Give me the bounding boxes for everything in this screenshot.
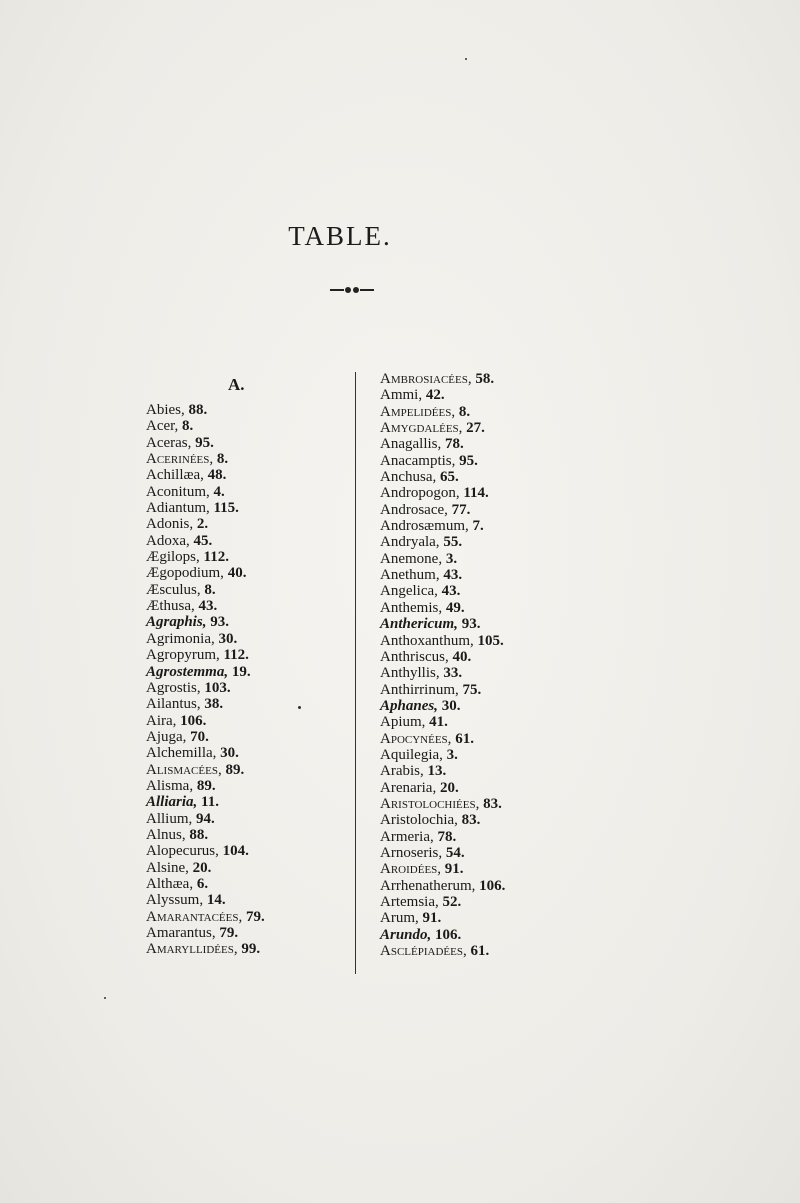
- index-entry: [146, 647, 346, 663]
- index-entry: [380, 812, 600, 828]
- section-letter: A.: [228, 375, 245, 394]
- ink-speck: [104, 997, 106, 999]
- entry-page: 8.: [204, 581, 216, 598]
- entry-name: Aristolochia,: [380, 812, 458, 829]
- entry-name: Anacamptis,: [380, 452, 456, 469]
- entry-name: Aconitum,: [146, 483, 210, 500]
- entry-name: Alismacées,: [146, 761, 222, 778]
- entry-page: 106.: [180, 712, 207, 729]
- entry-name: Acer,: [146, 418, 179, 435]
- ink-speck: [465, 58, 467, 60]
- entry-name: Adonis,: [146, 516, 194, 533]
- index-entry: [380, 616, 600, 632]
- entry-name: Ægilops,: [146, 549, 200, 566]
- entry-page: 91.: [444, 861, 464, 878]
- entry-name: Alisma,: [146, 777, 194, 794]
- entry-page: 88.: [189, 826, 209, 843]
- entry-page: 7.: [472, 518, 484, 535]
- entry-page: 43.: [198, 598, 218, 615]
- index-entry: [146, 892, 346, 908]
- entry-name: Alyssum,: [146, 892, 204, 909]
- entry-name: Anthoxanthum,: [380, 632, 474, 649]
- index-entry: [380, 469, 600, 485]
- entry-page: 54.: [445, 844, 465, 861]
- entry-name: Asclépiadées,: [380, 943, 467, 960]
- entry-name: Anthyllis,: [380, 665, 440, 682]
- entry-name: Alsine,: [146, 859, 189, 876]
- index-entry: [380, 780, 600, 796]
- entry-page: 8.: [216, 451, 229, 468]
- index-entry: [146, 876, 346, 892]
- index-entry: [146, 549, 346, 565]
- entry-name: Alopecurus,: [146, 843, 219, 860]
- entry-page: 114.: [463, 485, 489, 502]
- entry-name: Andryala,: [380, 534, 440, 551]
- entry-name: Arum,: [380, 910, 419, 927]
- entry-page: 3.: [445, 550, 458, 567]
- entry-page: 20.: [192, 859, 212, 876]
- entry-page: 78.: [445, 436, 464, 453]
- index-entry: [146, 484, 346, 500]
- index-entry: [146, 614, 346, 630]
- entry-name: Adoxa,: [146, 532, 190, 549]
- index-entry: [380, 436, 600, 452]
- entry-name: Ambrosiacées,: [380, 371, 472, 387]
- entry-page: 49.: [445, 599, 465, 616]
- entry-page: 61.: [455, 730, 474, 747]
- entry-page: 83.: [483, 795, 502, 812]
- entry-name: Ailantus,: [146, 696, 201, 713]
- index-entry: [146, 631, 346, 647]
- index-entry: [146, 811, 346, 827]
- entry-page: 3.: [446, 746, 458, 763]
- entry-name: Anagallis,: [380, 436, 442, 453]
- entry-name: Agrostis,: [146, 679, 201, 696]
- entry-page: 93.: [210, 614, 229, 631]
- index-entry: [380, 878, 600, 894]
- index-entry: [146, 762, 346, 778]
- index-entry: [146, 713, 346, 729]
- index-entry: [146, 565, 346, 581]
- entry-page: 19.: [231, 663, 251, 680]
- index-entry: [146, 516, 346, 532]
- index-entry: [380, 485, 600, 501]
- entry-name: Ampelidées,: [380, 403, 456, 420]
- entry-page: 58.: [475, 371, 495, 387]
- entry-name: Anthriscus,: [380, 648, 449, 665]
- index-entry: [146, 778, 346, 794]
- index-entry: [380, 747, 600, 763]
- index-column-right: [380, 371, 600, 959]
- entry-page: 79.: [245, 908, 265, 925]
- entry-name: Apium,: [380, 714, 426, 731]
- entry-page: 70.: [190, 728, 209, 745]
- index-entry: [380, 551, 600, 567]
- entry-page: 30.: [218, 630, 238, 647]
- entry-name: Aquilegia,: [380, 746, 443, 763]
- index-entry: [380, 453, 600, 469]
- index-entry: [146, 582, 346, 598]
- entry-name: Arundo,: [380, 926, 432, 943]
- entry-page: 11.: [201, 794, 219, 811]
- entry-name: Androsæmum,: [380, 518, 469, 535]
- entry-name: Aceras,: [146, 434, 192, 451]
- entry-page: 6.: [196, 875, 209, 892]
- ornament-divider: [330, 286, 374, 294]
- index-entry: [380, 567, 600, 583]
- entry-name: Amygdalées,: [380, 420, 463, 437]
- entry-page: 88.: [188, 402, 208, 418]
- index-entry: [380, 796, 600, 812]
- index-entry: [146, 696, 346, 712]
- entry-page: 45.: [193, 532, 213, 549]
- entry-page: 104.: [222, 843, 249, 860]
- entry-page: 75.: [462, 681, 482, 698]
- index-entry: [146, 418, 346, 434]
- entry-page: 94.: [196, 810, 215, 827]
- entry-page: 33.: [443, 665, 463, 682]
- entry-name: Ægopodium,: [146, 565, 224, 582]
- entry-name: Agrostemma,: [146, 663, 229, 680]
- entry-page: 95.: [195, 434, 214, 451]
- index-entry: [380, 371, 600, 387]
- entry-page: 40.: [452, 648, 472, 665]
- entry-name: Ajuga,: [146, 728, 187, 745]
- entry-name: Anthemis,: [380, 599, 443, 616]
- column-divider: [355, 372, 356, 974]
- index-entry: [380, 682, 600, 698]
- entry-page: 27.: [466, 420, 485, 437]
- entry-name: Acerinées,: [146, 451, 214, 468]
- entry-name: Anthirrinum,: [380, 681, 459, 698]
- entry-page: 48.: [207, 467, 227, 484]
- entry-page: 8.: [182, 418, 194, 435]
- entry-name: Æsculus,: [146, 581, 201, 598]
- entry-page: 30.: [220, 745, 239, 762]
- index-entry: [146, 664, 346, 680]
- index-entry: [380, 404, 600, 420]
- index-entry: [380, 829, 600, 845]
- index-entry: [146, 680, 346, 696]
- entry-name: Alchemilla,: [146, 745, 217, 762]
- index-entry: [146, 729, 346, 745]
- entry-page: 112.: [203, 549, 229, 566]
- entry-page: 83.: [461, 812, 481, 829]
- entry-page: 42.: [425, 387, 445, 404]
- entry-name: Anemone,: [380, 550, 443, 567]
- entry-name: Agraphis,: [146, 614, 207, 631]
- entry-name: Alliaria,: [146, 794, 198, 811]
- entry-page: 93.: [461, 616, 481, 633]
- entry-name: Achillæa,: [146, 467, 204, 484]
- entry-name: Abies,: [146, 402, 185, 418]
- entry-page: 20.: [439, 779, 459, 796]
- entry-page: 2.: [196, 516, 209, 533]
- entry-name: Aira,: [146, 712, 177, 729]
- entry-page: 61.: [470, 943, 490, 960]
- entry-page: 65.: [440, 469, 459, 486]
- index-entry: [380, 518, 600, 534]
- entry-name: Artemsia,: [380, 894, 439, 910]
- index-entry: [380, 714, 600, 730]
- entry-page: 40.: [227, 565, 247, 582]
- index-entry: [146, 941, 346, 957]
- entry-page: 79.: [219, 925, 239, 941]
- entry-page: 91.: [422, 910, 442, 927]
- index-entry: [146, 451, 346, 467]
- entry-name: Arabis,: [380, 763, 424, 780]
- entry-page: 78.: [437, 828, 457, 845]
- index-entry: [380, 845, 600, 861]
- entry-name: Amarantacées,: [146, 908, 243, 925]
- entry-name: Angelica,: [380, 583, 438, 600]
- page-title: TABLE.: [288, 221, 392, 251]
- index-entry: [146, 794, 346, 810]
- index-entry: [146, 909, 346, 925]
- entry-name: Æthusa,: [146, 598, 195, 615]
- entry-page: 89.: [225, 761, 245, 778]
- index-entry: [146, 500, 346, 516]
- index-entry: [380, 927, 600, 943]
- entry-page: 41.: [429, 714, 448, 731]
- entry-page: 112.: [223, 647, 249, 664]
- entry-name: Androsace,: [380, 501, 448, 518]
- index-entry: [146, 843, 346, 859]
- index-entry: [380, 502, 600, 518]
- entry-name: Aphanes,: [380, 697, 438, 714]
- index-entry: [380, 731, 600, 747]
- entry-page: 38.: [204, 696, 224, 713]
- entry-page: 55.: [443, 534, 463, 551]
- entry-page: 105.: [477, 632, 504, 649]
- entry-page: 103.: [204, 679, 231, 696]
- index-entry: [380, 665, 600, 681]
- entry-name: Alnus,: [146, 826, 186, 843]
- entry-page: 8.: [458, 403, 471, 420]
- entry-name: Anchusa,: [380, 469, 437, 486]
- entry-page: 52.: [442, 894, 462, 910]
- entry-name: Apocynées,: [380, 730, 452, 747]
- index-entry: [146, 435, 346, 451]
- index-entry: [380, 633, 600, 649]
- entry-name: Arrhenatherum,: [380, 877, 476, 894]
- index-entry: [380, 943, 600, 959]
- index-entry: [146, 745, 346, 761]
- index-entry: [380, 420, 600, 436]
- index-column-left: [146, 402, 346, 958]
- index-entry: [380, 910, 600, 926]
- index-entry: [146, 860, 346, 876]
- entry-name: Amaryllidées,: [146, 941, 238, 958]
- index-entry: [146, 598, 346, 614]
- index-entry: [380, 600, 600, 616]
- index-entry: [380, 698, 600, 714]
- index-entry: [146, 827, 346, 843]
- entry-page: 106.: [479, 877, 506, 894]
- entry-name: Anthericum,: [380, 616, 458, 633]
- entry-name: Armeria,: [380, 828, 434, 845]
- entry-page: 30.: [441, 697, 461, 714]
- entry-page: 14.: [206, 892, 226, 909]
- index-entry: [380, 861, 600, 877]
- entry-page: 13.: [427, 763, 447, 780]
- entry-name: Arnoseris,: [380, 844, 443, 861]
- entry-page: 77.: [451, 501, 471, 518]
- entry-page: 99.: [241, 941, 261, 958]
- index-entry: [380, 583, 600, 599]
- index-entry: [146, 925, 346, 941]
- index-entry: [380, 649, 600, 665]
- entry-name: Agrimonia,: [146, 630, 215, 647]
- index-entry: [380, 387, 600, 403]
- index-entry: [380, 763, 600, 779]
- ink-speck: [298, 706, 301, 709]
- entry-page: 95.: [459, 452, 478, 469]
- index-entry: [146, 533, 346, 549]
- entry-page: 43.: [441, 583, 461, 600]
- entry-page: 115.: [213, 500, 239, 517]
- index-entry: [380, 534, 600, 550]
- entry-page: 89.: [196, 777, 216, 794]
- entry-name: Aristolochiées,: [380, 795, 480, 812]
- entry-name: Ammi,: [380, 387, 423, 404]
- entry-page: 43.: [443, 567, 463, 584]
- index-entry: [146, 467, 346, 483]
- entry-name: Allium,: [146, 810, 193, 827]
- entry-page: 106.: [435, 926, 462, 943]
- entry-name: Adiantum,: [146, 500, 210, 517]
- index-entry: [146, 402, 346, 418]
- entry-name: Andropogon,: [380, 485, 460, 502]
- index-entry: [380, 894, 600, 910]
- entry-name: Amarantus,: [146, 925, 216, 941]
- entry-name: Arenaria,: [380, 779, 437, 796]
- entry-page: 4.: [213, 483, 225, 500]
- entry-name: Aroidées,: [380, 861, 442, 878]
- entry-name: Agropyrum,: [146, 647, 220, 664]
- entry-name: Anethum,: [380, 567, 440, 584]
- entry-name: Althæa,: [146, 875, 194, 892]
